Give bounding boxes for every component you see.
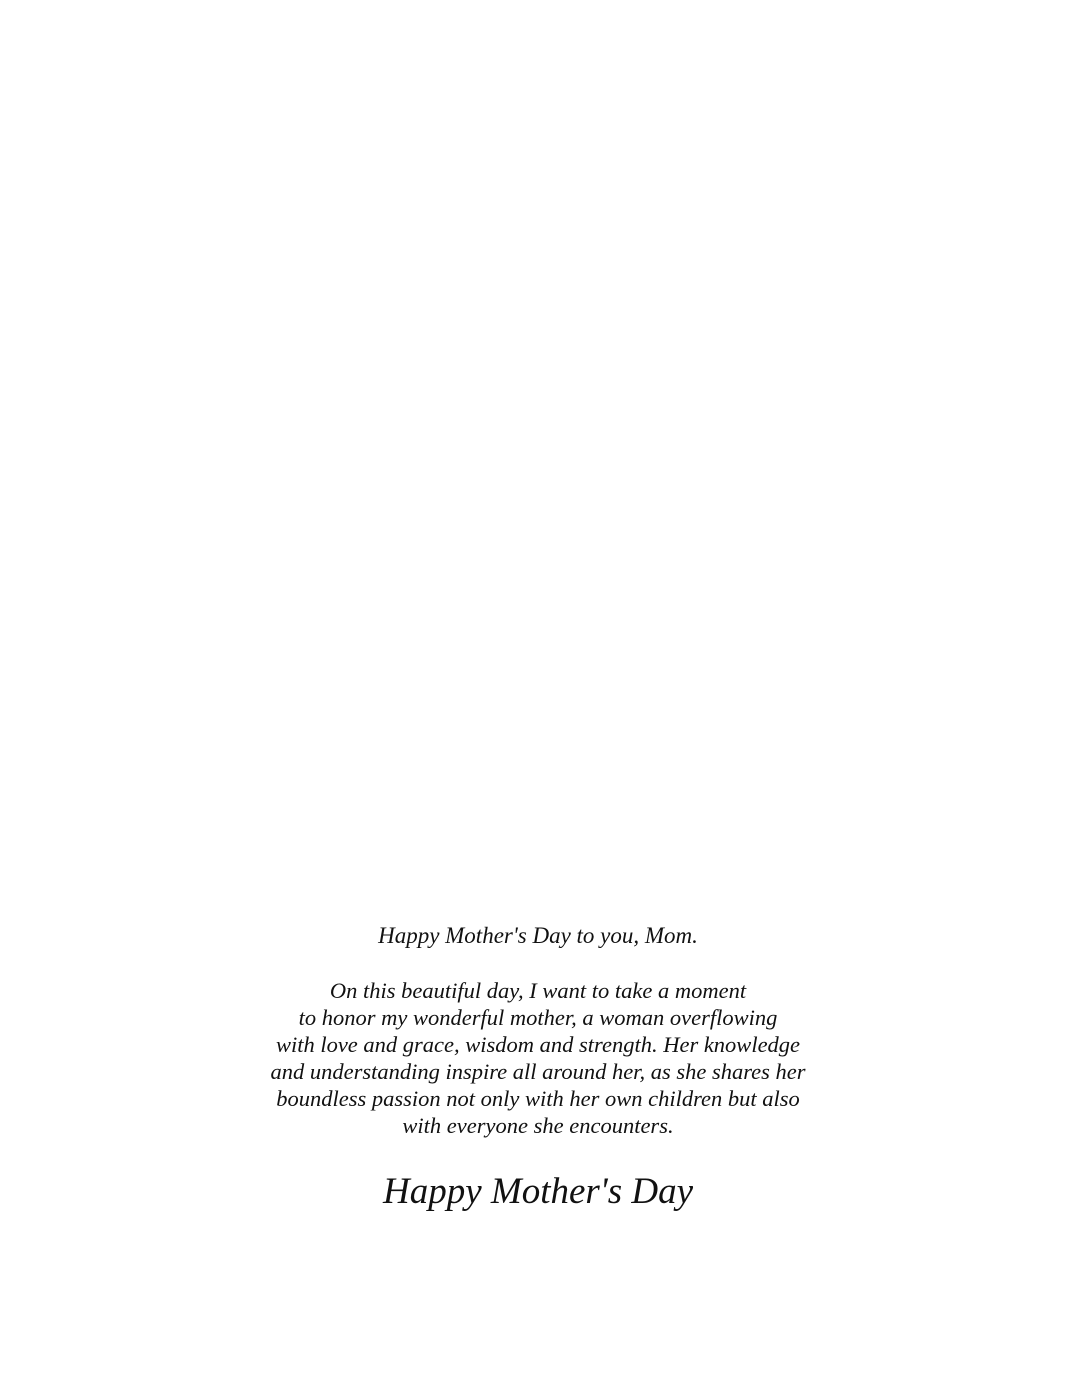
message-line: boundless passion not only with her own children but also <box>276 1086 800 1111</box>
greeting-line: Happy Mother's Day to you, Mom. <box>378 923 698 948</box>
message-line: with love and grace, wisdom and strength. Her knowledge <box>275 1032 801 1057</box>
message-line: with everyone she encounters. <box>402 1113 674 1138</box>
message-paragraph <box>0 977 1076 1139</box>
headline: Happy Mother's Day <box>382 1171 694 1212</box>
message-line: to honor my wonderful mother, a woman overflowing <box>298 1005 778 1030</box>
message-line: On this beautiful day, I want to take a moment <box>329 978 747 1003</box>
message-line: and understanding inspire all around her, as she shares her <box>270 1059 806 1084</box>
